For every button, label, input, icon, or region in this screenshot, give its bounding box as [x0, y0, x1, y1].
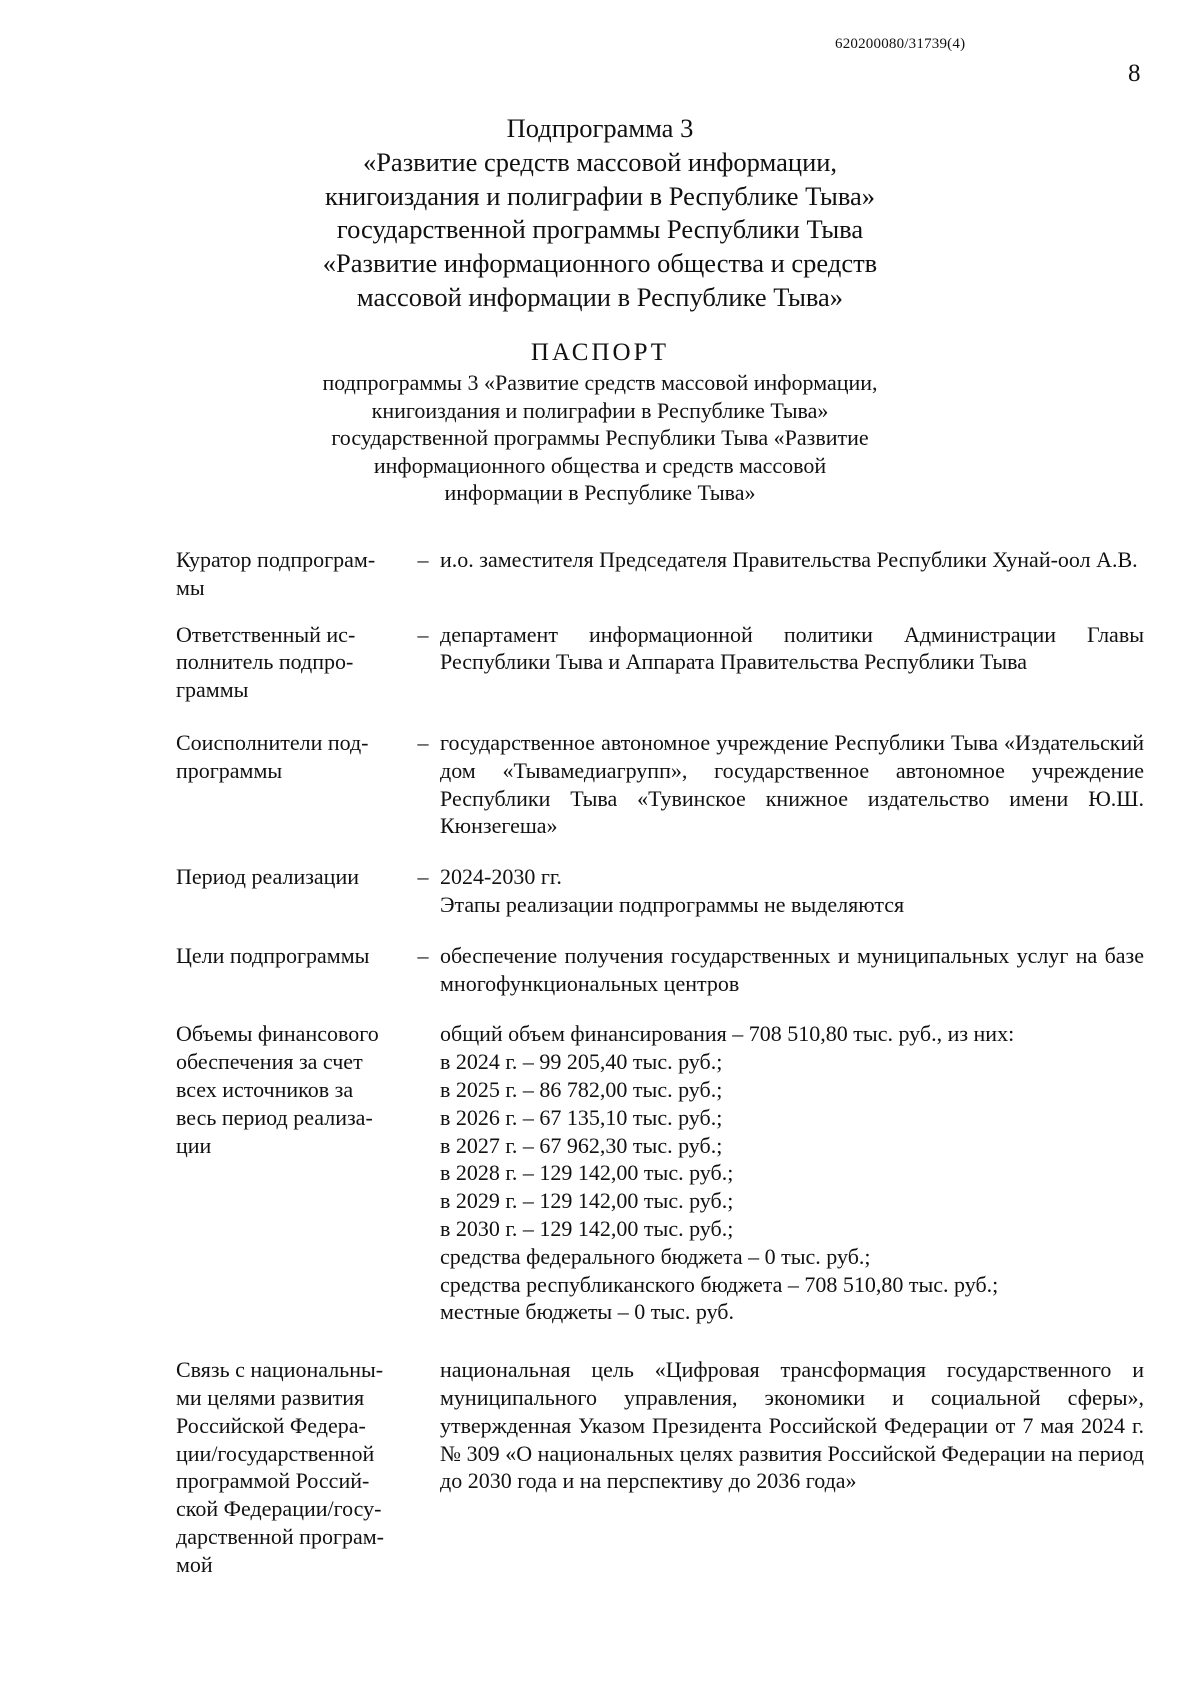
passport-line: информации в Республике Тыва»: [444, 480, 756, 506]
value-line: в 2029 г. – 129 142,00 тыс. руб.;: [440, 1188, 734, 1214]
value-line: средства республиканского бюджета – 708 510,80 тыс. руб.;: [440, 1271, 999, 1297]
value-line: местные бюджеты – 0 тыс. руб.: [440, 1299, 734, 1325]
passport-header: [0, 338, 1200, 507]
row-curator: [176, 546, 1144, 602]
title-line: «Развитие информационного общества и средств: [322, 248, 878, 279]
row-value: департамент информационной политики Администрации Главы Республики Тыва и Аппарата Правительства Республики Тыва: [440, 621, 1144, 675]
row-value: и.о. заместителя Председателя Правительства Республики Хунай-оол А.В.: [440, 547, 1138, 572]
value-line: в 2026 г. – 67 135,10 тыс. руб.;: [440, 1104, 723, 1130]
value-line: 2024-2030 гг.: [440, 864, 562, 890]
value-line: средства федерального бюджета – 0 тыс. руб.;: [440, 1243, 871, 1269]
row-responsible-executor: [176, 621, 1144, 704]
value-line: в 2030 г. – 129 142,00 тыс. руб.;: [440, 1215, 734, 1241]
row-dash: [406, 1020, 440, 1326]
title-line: государственной программы Республики Тыва: [336, 214, 864, 245]
row-label: Куратор подпрограм- мы: [176, 547, 376, 600]
row-co-executors: [176, 729, 1144, 840]
title-line: «Развитие средств массовой информации,: [362, 146, 838, 177]
row-label: Связь с национальны- ми целями развития Российской Федера- ции/государственной программой Россий- ской Федерации/госу- дарственной програм- мой: [176, 1357, 384, 1577]
registration-number: 620200080/31739(4): [835, 36, 966, 52]
passport-table: [176, 546, 1144, 1579]
row-label: Период реализации: [176, 864, 360, 890]
row-label: Объемы финансового обеспечения за счет всех источников за весь период реализа- ции: [176, 1021, 379, 1158]
row-goals: [176, 942, 1144, 998]
row-value: национальная цель «Цифровая трансформация государственного и муниципального управления, экономики и социальной сферы», утвержденная Указом Президента Российской Федерации от 7 мая 2024 г. № 309 «О национальных целях развития Российской Федерации на период до 2030 года и на перспективу до 2036 года»: [440, 1357, 1144, 1494]
row-national-goals-link: [176, 1356, 1144, 1578]
row-dash: –: [417, 547, 429, 572]
value-line: Этапы реализации подпрограммы не выделяются: [440, 891, 905, 917]
passport-line: книгоиздания и полиграфии в Республике Тыва»: [371, 397, 829, 423]
row-value: [440, 863, 1144, 919]
value-line: в 2027 г. – 67 962,30 тыс. руб.;: [440, 1132, 723, 1158]
row-label: Соисполнители под- программы: [176, 729, 369, 783]
value-line: в 2025 г. – 86 782,00 тыс. руб.;: [440, 1076, 723, 1102]
row-implementation-period: [176, 863, 1144, 919]
row-value: обеспечение получения государственных и муниципальных услуг на базе многофункциональных центров: [440, 942, 1144, 996]
subprogram-title: [0, 112, 1200, 315]
page-number: 8: [1128, 60, 1141, 87]
row-dash: –: [417, 729, 429, 755]
row-dash: –: [417, 621, 429, 647]
passport-line: государственной программы Республики Тыва «Развитие: [331, 425, 869, 451]
row-label: Ответственный ис- полнитель подпро- граммы: [176, 621, 356, 703]
row-value: [440, 1020, 1144, 1326]
title-line: массовой информации в Республике Тыва»: [356, 281, 844, 312]
passport-line: информационного общества и средств массовой: [373, 452, 827, 478]
value-line: общий объем финансирования – 708 510,80 тыс. руб., из них:: [440, 1021, 1015, 1047]
value-line: в 2028 г. – 129 142,00 тыс. руб.;: [440, 1160, 734, 1186]
title-line: Подпрограмма 3: [506, 113, 694, 143]
row-dash: [406, 1356, 440, 1578]
row-dash: –: [417, 864, 429, 890]
passport-line: подпрограммы 3 «Развитие средств массовой информации,: [322, 370, 878, 395]
value-line: в 2024 г. – 99 205,40 тыс. руб.;: [440, 1049, 723, 1075]
passport-heading: ПАСПОРТ: [530, 339, 670, 366]
row-dash: –: [417, 942, 429, 968]
row-funding: [176, 1020, 1144, 1326]
row-value: государственное автономное учреждение Республики Тыва «Издательский дом «Тывамедиагрупп», государственное автономное учреждение Республики Тыва «Тувинское книжное издательство имени Ю.Ш. Кюнзегеша»: [440, 729, 1144, 839]
row-label: Цели подпрограммы: [176, 942, 370, 968]
title-line: книгоиздания и полиграфии в Республике Тыва»: [324, 180, 876, 211]
